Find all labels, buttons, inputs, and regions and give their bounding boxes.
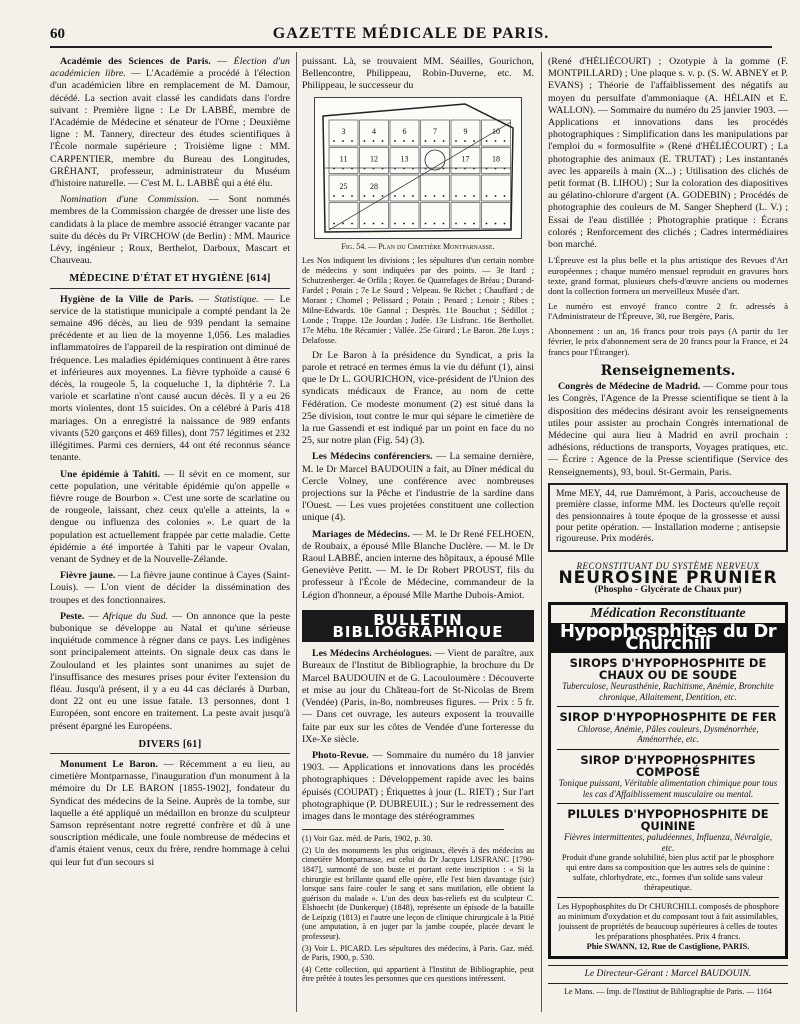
map-tomb-dot: [425, 222, 427, 224]
article-text: — On annonce que la peste bubonique se développe au Natal et qu'une sérieuse inquiétude commence à régner dans ce pays. Les indigènes sont principalement atteints. On signale deux cas dans le Zoulouland et les plaintes sont unanimes au sujet de l'insuffisance des mesures prises pour éviter l'extension du fléau. Jusqu'à présent, il y a eu 44 cas déclarés à Durban, dont 22 ont eu une issue fatale. 13 personnes, dont 1 Européen, sont encore en traitement. La peste avait jusqu'à présent épargné les Européens.: [50, 610, 290, 732]
article-title: Une épidémie à Tahiti.: [60, 468, 161, 480]
map-tomb-dot: [473, 222, 475, 224]
map-tomb-dot: [394, 140, 396, 142]
section-heading-divers: DIVERS [61]: [50, 739, 290, 754]
product-description: Tuberculose, Neurasthénie, Rachitisme, Anémie, Bronchite chronique, Allaitement, Dentition, etc.: [562, 681, 774, 702]
map-division-label: 6: [402, 126, 407, 136]
map-tomb-dot: [394, 222, 396, 224]
map-division-label: 9: [463, 126, 468, 136]
product-note: Produit d'une grande solubilité, bien plus actif par le phosphore qui entre dans sa composition que les autres sels de quinine : sulfate, chlorhydrate, etc., formes d'un solide sans valeur thérapeutique.: [561, 853, 775, 893]
map-division-label: 7: [433, 126, 437, 136]
map-tomb-dot: [473, 140, 475, 142]
article-monument: [50, 759, 290, 869]
article-subtitle: Afrique du Sud.: [102, 610, 169, 622]
cemetery-map-figure: [314, 97, 522, 239]
cemetery-map: [315, 98, 521, 238]
divider: [557, 803, 779, 804]
map-tomb-dot: [412, 140, 414, 142]
map-tomb-dot: [464, 140, 466, 142]
map-tomb-dot: [382, 140, 384, 142]
map-tomb-dot: [425, 195, 427, 197]
journal-title: GAZETTE MÉDICALE DE PARIS.: [272, 25, 550, 42]
article-subtitle: Statistique.: [214, 293, 259, 305]
product-description: Fièvres intermittentes, paludéennes, Influenza, Névralgie, etc.: [563, 832, 773, 853]
article-text: — Sont nommés membres de la Commission chargée de dresser une liste des candidats à la place de membre associé étranger vacante par suite du décès du Pr VIRCHOW (de Berlin) : MM. Maurice Lévy, ingénieur ; Roux, Berthelot, Darboux, Mascart et Chauveau.: [50, 194, 290, 267]
map-division-block: [451, 175, 480, 201]
map-tomb-dot: [364, 140, 366, 142]
ad-product: [557, 711, 779, 744]
column-1: [50, 56, 290, 1016]
map-tomb-dot: [412, 195, 414, 197]
epreuve-abonnement: Abonnement : un an, 16 francs pour trois pays (A partir du 1er février, le prix d'abonnement sera de 20 francs pour la France, et 24 francs pour l'Étranger).: [548, 325, 788, 357]
ad-banner: Hypophosphites du Dr Churchill: [551, 623, 785, 653]
article-title: Les Médecins Archéologues.: [312, 648, 432, 660]
map-division-label: 10: [492, 126, 500, 136]
map-tomb-dot: [443, 195, 445, 197]
map-tomb-dot: [382, 222, 384, 224]
article-title: Académie des Sciences de Paris.: [60, 56, 211, 67]
neurosine-subtitle: (Phospho - Glycérate de Chaux pur): [594, 585, 742, 596]
map-division-label: 3: [341, 126, 346, 136]
figure-legend: Les Nos indiquent les divisions ; les sépultures d'un certain nombre de médecins y sont indiquées par des points. — 3e Itard ; Schutzenberger. 4e Orfila ; Royer. 6e Quatrefages de Bréau ; Durand-Fardel ; Potain ; 7e Le Sourd ; Velpeau. 9e Richet ; Chauffard ; de Morant ; Chomel ; Pelissard ; Potain ; Penard ; Lenoir ; Ribes ; Milne-Edwards. 10e Gannal ; Desprès. 11e Bouchut ; Sédillot ; Londe ; Trappe. 12e Jourdan ; Judée. 13e Lisfranc. 16e Berthollet. 17e Méhu. 18e Récamier ; Vallée. 25e Girard ; Le Baron. 28e Luys ; Delafosse.: [302, 255, 534, 345]
figure-caption: Fig. 54. — Plan du Cimetière Montparnasse.: [341, 241, 495, 251]
article-text: — Sommaire du numéro du 18 janvier 1903. — Applications et innovations dans les procédés photographiques : Développement rapide avec les bains épuisés (COUPAT) ; Étiquettes à jour (L. RIET) ; Sur l'art photographique (P. DUBREUIL) ; Sur le redressement des images dans le montage des stéréogrammes: [302, 749, 534, 822]
map-avenue: [329, 122, 511, 230]
article-text: — Récemment a eu lieu, au cimetière Montparnasse, l'inauguration d'un monument à la mémoire du Dr LE BARON [1855-1902], fondateur du Syndicat des médecins de la Seine. Auprès de la tombe, sur laquelle a été appliqué un médaillon en bronze du sculpteur Samson représentant notre regretté confrère et dû à une souscription médicale, une foule nombreuse de médecins et d'amis étaient venus, ceux du frère, rendre hommage à celui qui leur fut d'un secours si: [50, 758, 290, 868]
map-division-label: 4: [372, 126, 376, 136]
neurosine-tagline: RECONSTITUANT DU SYSTÈME NERVEUX: [576, 560, 760, 571]
map-division-block: [482, 175, 511, 201]
column-divider: [541, 52, 542, 1012]
article-text: — Comme pour tous les Congrès, l'Agence de la Presse scientifique se tient à la disposition des médecins désirant avoir les renseignements utiles pour assister au prochain Congrès international de Médecine qui aura lieu à Madrid en avril prochain : adhésions, réductions de transports, Voyages pratiques, etc. — Écrire : Agence de la Presse scientifique (Service des Renseignements), 93, boul. St-Germain, Paris.: [548, 381, 788, 478]
map-tomb-dot: [364, 195, 366, 197]
article-title: Peste.: [60, 610, 85, 622]
article-tahiti: [50, 469, 290, 567]
map-tomb-dot: [351, 195, 353, 197]
article-continuation: (René d'HÉLIÉCOURT) ; Ozotypie à la gomme (F. MONTPILLARD) ; Une plaque s. v. p. (S. W. ABNEY et P. EVANS) ; Théorie de l'affaiblissement des négatifs au moyen du persulfate d'ammoniaque (A. HÉLAIN et E. WALLON). — Sommaire du numéro du 25 janvier 1903. — Applications et innovations dans les procédés photographiques : Simplification dans les manipulations par l'emploi du « formosulfite » (René d'HÉLIÉCOURT) ; La photographie des animaux (E. TRUTAT) ; Les instantanés avec les appareils à main (X...) ; Utilisation des clichés de petit format (B. LIHOU) ; Sur la coloration des diapositives au gélatino-chlorure d'argent (A. GODEBIN) ; Procédés de photographie des couleurs de M. Sanger Shepherd (L. V.) ; Essai de l'eau distillée ; Photographie pratique : Écrans colorés ; Renforcement des clichés ; Cadres intermédiaires bon marché.: [548, 56, 788, 251]
article-lebaron: Dr Le Baron à la présidence du Syndicat, a pris la parole et retracé en termes émus la vie du défunt (1), ainsi que le Dr L. GOURICHON, vice-président de l'Union des syndicats médicaux de France, au nom de cette Fédération. Ce modeste monument (2) est situé dans la 25e division, tout contre le mur qui sépare le cimetière de la rue Gassendi et est indiqué par un point en face du no 25, sur notre plan (Fig. 54) (3).: [302, 349, 534, 447]
map-tomb-dot: [455, 140, 457, 142]
map-division-label: 17: [461, 154, 470, 164]
map-tomb-dot: [342, 222, 344, 224]
map-tomb-dot: [333, 140, 335, 142]
article-congres: [548, 381, 788, 479]
ad-heading: Médication Reconstituante: [590, 606, 746, 622]
article-mariages: [302, 529, 534, 602]
map-division-label: 12: [370, 154, 378, 164]
article-hygiene: Hygiène de la Ville de Paris. — Statistique. — Le service de la statistique municipale a compté pendant la 2e semaine 496 décès, au lieu de 939 pendant la semaine précédente et au lieu de la moyenne 1,056. Les maladies inflammatoires de l'appareil de la respiration ont diminué de fréquence. Les maladies épidémiques continuent à être rares et inférieures aux moyennes. La fièvre typhoïde a causé 6 décès, la rougeole 5, la coqueluche 1, la diphtérie 7. La variole et scarlatine n'ont causé aucun décès. Il y a eu 26 morts violentes, dont 15 suicides. On a célébré à Paris 418 mariages. On a enregistré la naissance de 989 enfants vivants (520 garçons et 469 filles), dont 757 légitimes et 232 illégitimes. Parmi ces derniers, 44 ont été reconnus séance tenante.: [50, 293, 290, 464]
map-tomb-dot: [486, 195, 488, 197]
article-title: Fièvre jaune.: [60, 570, 116, 582]
map-tomb-dot: [333, 222, 335, 224]
neurosine-title: NEUROSINE PRUNIER: [558, 567, 778, 588]
map-division-block: [390, 202, 419, 228]
map-tomb-dot: [504, 222, 506, 224]
map-tomb-dot: [412, 222, 414, 224]
section-heading-medecine: MÉDECINE D'ÉTAT ET HYGIÈNE [614]: [50, 273, 290, 288]
article-peste: Peste. — Afrique du Sud. — On annonce que la peste bubonique se développe au Natal et qu'une sérieuse inquiétude commence à régner dans ce pays. Les indigènes sont principalement atteints. On signale deux cas dans le Zoulouland et les plaintes sont unanimes au sujet de l'insuffisance des mesures prises pour éviter l'extension du fléau. Jusqu'à présent, il y a eu 44 cas déclarés à Durban, dont 22 ont eu une issue fatale. 13 personnes, dont 1 Européen, sont encore en traitement. La peste avait jusqu'à présent épargné les Européens.: [50, 610, 290, 732]
epreuve-notice: L'Épreuve est la plus belle et la plus artistique des Revues d'Art européennes ; chaque numéro mensuel reproduit en gravures hors texte, grand format, plusieurs chefs-d'œuvre anciens ou modernes dont la collection formera un merveilleux Musée d'art.: [548, 255, 788, 297]
printer-imprint: Le Mans. — Imp. de l'Institut de Bibliographie de Paris. — 1164: [548, 983, 788, 998]
map-tomb-dot: [333, 195, 335, 197]
map-tomb-dot: [443, 140, 445, 142]
map-division-block: [360, 202, 389, 228]
map-tomb-dot: [495, 195, 497, 197]
article-continuation: puissant. Là, se trouvaient MM. Séailles, Gourichon, Bellencontre, Philippeau, Robin-Duverne, etc. M. Philippeau, le successeur du: [302, 56, 534, 92]
map-division-label: 11: [339, 154, 348, 164]
footnote: (2) Un des monuments les plus originaux, élevés à des médecins au cimetière Montparnasse, est celui du Dr Jacques LISFRANC [1790-1847], surmonté de son buste et portant cette inscription : « Si la chirurgie est brillante quand elle opère, elle l'est bien davantage (sic) lorsque sans faire couler le sang et sans mutilation, elle obtient la guérison du malade ». L'un des deux bas-reliefs est du sculpteur C. Elshoecht (de Dunkerque) (1848), représente un épisode de la bataille de Leipzig (1813) et l'autre une leçon de clinique chirurgicale à la Pitié (une amputation, à en juger par la jambe coupée, placée devant le professeur).: [302, 845, 534, 942]
page-number: 60: [50, 26, 65, 42]
footnote: (4) Cette collection, qui appartient à l'Institut de Bibliographie, peut être prêtée à toutes les personnes que ces questions intéressent.: [302, 964, 534, 984]
column-3: [548, 56, 788, 1016]
article-title: Nomination d'une Commission.: [60, 194, 199, 206]
article-title: Hygiène de la Ville de Paris.: [60, 293, 194, 305]
ad-footer-text: Les Hypophosphites du Dr CHURCHILL composés de phosphore au minimum d'oxydation et du composant tout à fait assimilables, jouissent de propriétés de beaucoup supérieures à celles de toutes les préparations phosphatées. Prix 4 francs.: [557, 902, 779, 942]
product-name: SIROP D'HYPOPHOSPHITES COMPOSÉ: [580, 752, 756, 779]
map-division-block: [421, 202, 450, 228]
advertisement-mey: Mme MEY, 44, rue Damrémont, à Paris, accoucheuse de première classe, informe MM. les Docteurs qu'elle reçoit des pensionnaires à toute époque de la grossesse et aussi pour petite opération. — Installation moderne ; antisepsie rigoureuse. Prix modérés.: [548, 483, 788, 552]
map-division-label: 18: [492, 154, 500, 164]
map-tomb-dot: [495, 222, 497, 224]
ad-address: Phie SWANN, 12, Rue de Castiglione, PARIS.: [586, 942, 750, 952]
article-title: Mariages de Médecins.: [312, 528, 410, 540]
header-rule: [50, 46, 772, 48]
article-title: Les Médecins conférenciers.: [312, 451, 433, 463]
map-division-block: [421, 175, 450, 201]
column-divider: [296, 52, 297, 1012]
divider: [557, 749, 779, 750]
map-tomb-dot: [486, 140, 488, 142]
divider: [557, 897, 779, 898]
map-tomb-dot: [434, 195, 436, 197]
map-tomb-dot: [403, 140, 405, 142]
map-division-block: [451, 202, 480, 228]
map-division-block: [482, 202, 511, 228]
page-header: [50, 22, 772, 44]
column-2: [302, 56, 534, 1016]
article-academie: Académie des Sciences de Paris. — Élection d'un académicien libre. — L'Académie a procédé à l'élection d'un académicien libre en remplacement de M. Damour, décédé. La section avait classé les candidats dans l'ordre suivant : Première ligne : Le Dr LABBÉ, membre de l'Académie de Médecine et sénateur de l'Orne ; Deuxième ligne : M. Tannery, directeur des études scientifiques à l'École normale supérieure ; Troisième ligne : MM. CARPENTIER, membre du Bureau des Longitudes, GRÉHANT, professeur, administrateur du Muséum d'histoire naturelle. — C'est M. L. LABBÉ qui a été élu.: [50, 56, 290, 190]
map-tomb-dot: [434, 222, 436, 224]
footnote: (1) Voir Gaz. méd. de Paris, 1902, p. 30.: [302, 834, 433, 844]
article-text: — M. le Dr René FELHOEN, de Roubaix, a épousé Mlle Blanche Duclère. — M. le Dr Raoul LABBÉ, ancien interne des hôpitaux, a épousé Mlle Geneviève Petitt. — M. le Dr Robert PROUST, fils du professeur à l'École de Médecine, commandeur de la Légion d'honneur, a épousé Mlle Marthe Dubois-Amiot.: [302, 528, 534, 601]
article-text: — Vient de paraître, aux Bureaux de l'Institut de Bibliographie, la brochure du Dr Marcel BAUDOUIN et de G. Lacouloumère : Découverte et mise au jour du Château-fort de St-Nicolas de Brem (Vendée) (Paris, in-8o, nombreuses figures. — Prix : 5 fr. — Dans cet ouvrage, les auteurs exposent la trouvaille faite par eux sur les côtes de Vendée d'une forteresse du IXe-Xe siècle.: [302, 648, 534, 745]
article-conferenciers: [302, 451, 534, 524]
map-tomb-dot: [373, 222, 375, 224]
map-tomb-dot: [455, 222, 457, 224]
map-division-label: 25: [339, 181, 348, 191]
article-archeologues: [302, 648, 534, 746]
ad-product: [557, 657, 779, 702]
article-text: — La fièvre jaune continue à Cayes (Saint-Louis). — L'on vient de décider la dissémination des troupes et des fonctionnaires.: [50, 570, 290, 606]
product-name: PILULES D'HYPOPHOSPHITE DE QUININE: [567, 807, 769, 834]
product-description: Chlorose, Anémie, Pâles couleurs, Dysménorrhée, Aménorrhée, etc.: [577, 723, 759, 745]
article-text: — La semaine dernière, M. le Dr Marcel BAUDOUIN a fait, au Dîner médical du Cercle Volney, une conférence avec nombreuses projections sur la Pêche et l'industrie de la sardine dans l'Ouest. — Les vues projetées constituent une collection unique (4).: [302, 451, 534, 524]
ad-product: [557, 808, 779, 893]
map-tomb-dot: [342, 140, 344, 142]
article-text: — Le service de la statistique municipale a compté pendant la 2e semaine 496 décès, au lieu de 939 pendant la semaine précédente et au lieu de la moyenne 1,056. Les maladies inflammatoires de l'appareil de la respiration ont diminué de fréquence. Les maladies épidémiques continuent à être rares et inférieures aux moyennes. La fièvre typhoïde a causé 6 décès, la rougeole 5, la coqueluche 1, la diphtérie 7. La variole et scarlatine n'ont causé aucun décès. Il y a eu 26 morts violentes, dont 15 suicides. On a célébré à Paris 418 mariages. On a enregistré la naissance de 989 enfants vivants (520 garçons et 469 filles), dont 757 légitimes et 232 illégitimes. Parmi ces derniers, 44 ont été reconnus séance tenante.: [50, 293, 290, 464]
map-tomb-dot: [504, 195, 506, 197]
map-tomb-dot: [382, 195, 384, 197]
epreuve-envoi: Le numéro est envoyé franco contre 2 fr. adressés à l'Administrateur de l'Épreuve, 30, rue Bergère, Paris.: [548, 300, 788, 322]
map-tomb-dot: [373, 140, 375, 142]
map-tomb-dot: [464, 195, 466, 197]
article-fievre-jaune: [50, 570, 290, 607]
divider: [557, 706, 779, 707]
product-name: SIROP D'HYPOPHOSPHITE DE FER: [559, 710, 777, 725]
map-tomb-dot: [486, 222, 488, 224]
map-tomb-dot: [364, 222, 366, 224]
article-title: Photo-Revue.: [312, 749, 369, 761]
map-tomb-dot: [351, 222, 353, 224]
map-tomb-dot: [394, 195, 396, 197]
article-title: Monument Le Baron.: [60, 758, 158, 770]
map-tomb-dot: [403, 222, 405, 224]
directeur-gerant: Le Directeur-Gérant : Marcel BAUDOUIN.: [548, 965, 788, 980]
map-tomb-dot: [455, 195, 457, 197]
map-tomb-dot: [473, 195, 475, 197]
map-tomb-dot: [495, 140, 497, 142]
article-text: — L'Académie a procédé à l'élection d'un académicien libre en remplacement de M. Damour, décédé. La section avait classé les candidats dans l'ordre suivant : Première ligne : Le Dr LABBÉ, membre de l'Académie de Médecine et sénateur de l'Orne ; Deuxième ligne : M. Tannery, directeur des études scientifiques à l'École normale supérieure ; Troisième ligne : MM. CARPENTIER, membre du Bureau des Longitudes, GRÉHANT, professeur, administrateur du Muséum d'histoire naturelle. — C'est M. L. LABBÉ qui a été élu.: [50, 68, 290, 190]
map-tomb-dot: [351, 140, 353, 142]
map-tomb-dot: [373, 195, 375, 197]
footnote-rule: [302, 829, 504, 830]
advertisement-churchill: [548, 602, 788, 959]
article-subtitle: Élection d'un académicien libre.: [50, 56, 290, 80]
map-tomb-dot: [443, 222, 445, 224]
map-tomb-dot: [342, 195, 344, 197]
bulletin-bibliographique-banner: BULLETIN BIBLIOGRAPHIQUE: [302, 610, 534, 642]
product-description: Tonique puissant, Véritable alimentation chimique pour tous les cas d'Affaiblissement musculaire ou mental.: [558, 778, 778, 799]
ad-product: [557, 754, 779, 799]
product-name: SIROPS D'HYPOPHOSPHITE DE CHAUX OU DE SOUDE: [569, 655, 767, 683]
map-tomb-dot: [434, 140, 436, 142]
map-tomb-dot: [403, 195, 405, 197]
article-photo-revue: [302, 750, 534, 823]
section-heading-renseignements: Renseignements.: [600, 362, 736, 379]
map-tomb-dot: [425, 140, 427, 142]
footnote: (3) Voir L. PICARD. Les sépultures des médecins, à Paris. Gaz. méd. de Paris, 1900, p. 530.: [302, 943, 534, 963]
map-division-label: 13: [400, 154, 409, 164]
map-division-label: 28: [370, 181, 378, 191]
map-tomb-dot: [504, 140, 506, 142]
article-title: Congrès de Médecine de Madrid.: [558, 381, 701, 393]
map-tomb-dot: [464, 222, 466, 224]
article-text: — Il sévit en ce moment, sur cette population, une véritable épidémie qu'on appelle « fièvre rouge de Bourbon ». C'est une sorte de scarlatine ou de rougeole, laissant, chez ceux qu'elle a atteints, la « dengue ou influenza des colonies ». Le quart de la population est actuellement frappée par cette maladie. Cette épidémie a été importée à Tahiti par le vapeur Ovalan, venant de Sydney et de la Nouvelle-Zélande.: [50, 468, 290, 565]
article-nomination: [50, 194, 290, 267]
